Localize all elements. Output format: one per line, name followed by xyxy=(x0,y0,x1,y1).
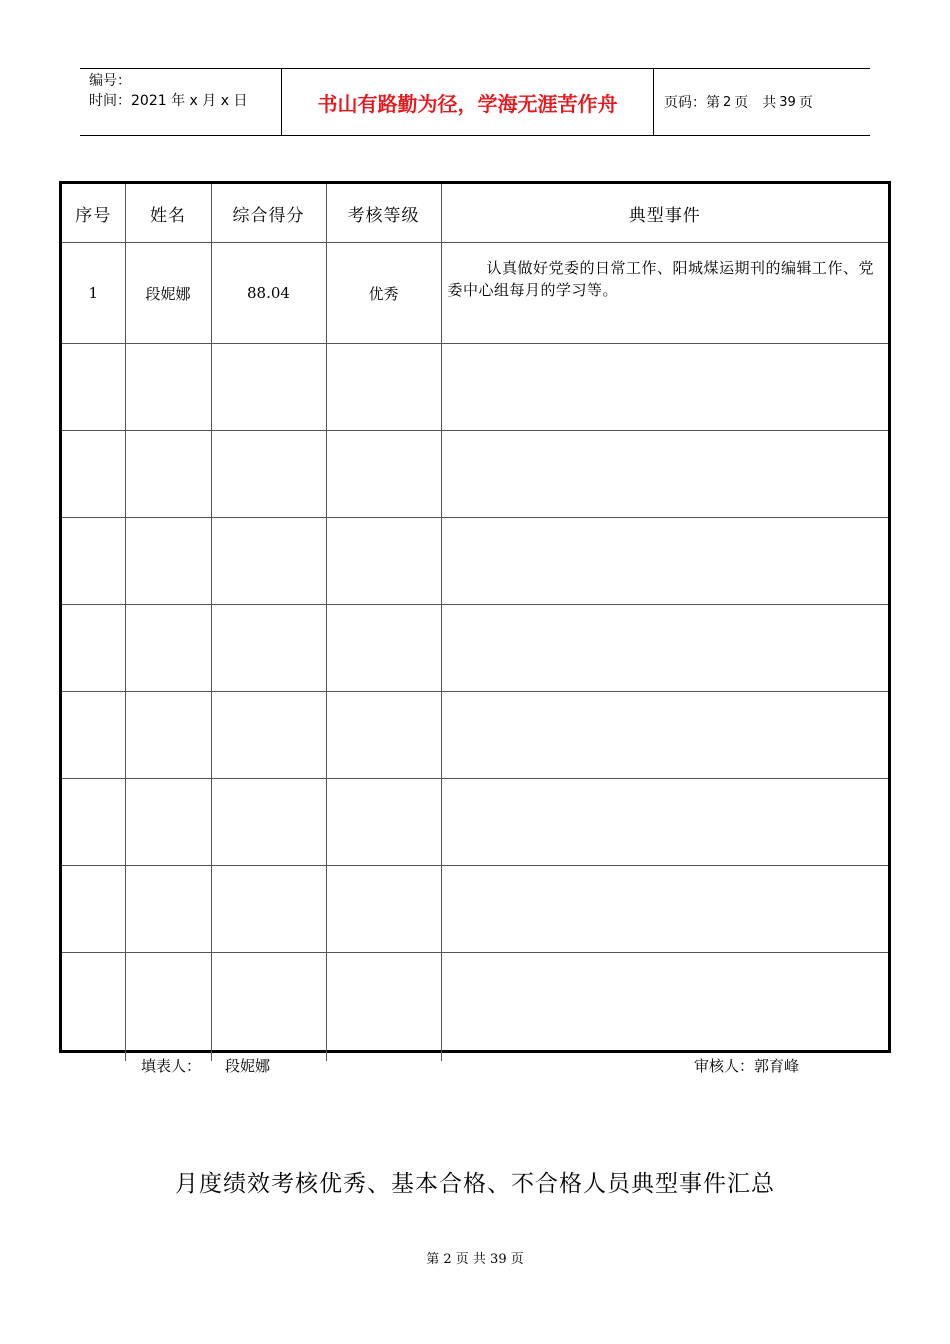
cell-empty xyxy=(326,344,441,431)
cell-empty xyxy=(211,431,326,518)
cell-empty xyxy=(211,692,326,779)
cell-empty xyxy=(326,518,441,605)
col-header-name: 姓名 xyxy=(125,184,211,243)
filler-name: 段妮娜 xyxy=(225,1057,271,1075)
cell-empty xyxy=(62,692,125,779)
cell-empty xyxy=(125,866,211,953)
cell-empty xyxy=(326,605,441,692)
page-label: 页码：第 xyxy=(664,95,720,111)
page-total: 39 xyxy=(779,94,796,110)
cell-score: 88.04 xyxy=(211,243,326,344)
events-table xyxy=(62,184,888,1061)
col-header-event: 典型事件 xyxy=(441,184,888,243)
events-table-frame xyxy=(59,181,891,1053)
cell-empty xyxy=(125,518,211,605)
table-row-empty xyxy=(62,344,888,431)
cell-empty xyxy=(211,866,326,953)
cell-empty xyxy=(211,518,326,605)
cell-empty xyxy=(125,953,211,1062)
time-value: 2021 年 x 月 x 日 xyxy=(131,93,248,109)
cell-empty xyxy=(125,779,211,866)
table-row-empty xyxy=(62,605,888,692)
page-current: 2 xyxy=(723,94,732,110)
table-row-empty xyxy=(62,779,888,866)
table-row-empty xyxy=(62,692,888,779)
cell-empty xyxy=(62,779,125,866)
cell-empty xyxy=(62,344,125,431)
col-header-score: 综合得分 xyxy=(211,184,326,243)
cell-empty xyxy=(62,605,125,692)
cell-empty xyxy=(211,605,326,692)
cell-empty xyxy=(441,344,888,431)
cell-empty xyxy=(326,779,441,866)
cell-empty xyxy=(441,431,888,518)
header-meta xyxy=(80,69,281,135)
cell-empty xyxy=(441,692,888,779)
cell-empty xyxy=(125,692,211,779)
page-end: 页 xyxy=(798,95,813,111)
cell-empty xyxy=(125,431,211,518)
cell-no: 1 xyxy=(62,243,125,344)
cell-empty xyxy=(326,953,441,1062)
page-footer: 第 2 页 共 39 页 xyxy=(426,1252,524,1267)
cell-event xyxy=(441,243,888,344)
cell-grade: 优秀 xyxy=(326,243,441,344)
cell-empty xyxy=(125,344,211,431)
cell-empty xyxy=(441,866,888,953)
cell-empty xyxy=(211,779,326,866)
cell-name: 段妮娜 xyxy=(125,243,211,344)
cell-empty xyxy=(326,692,441,779)
filler-label: 填表人： xyxy=(141,1057,202,1075)
cell-empty xyxy=(62,518,125,605)
cell-empty xyxy=(62,953,125,1062)
table-row-empty xyxy=(62,431,888,518)
reviewer: 审核人：郭育峰 xyxy=(694,1057,800,1075)
header-page-info xyxy=(654,69,870,135)
cell-empty xyxy=(441,605,888,692)
table-header-row xyxy=(62,184,888,243)
table-row xyxy=(62,243,888,344)
cell-empty xyxy=(211,953,326,1062)
cell-empty xyxy=(62,866,125,953)
table-row-empty xyxy=(62,866,888,953)
time-label: 时间： xyxy=(89,93,131,109)
table-row-empty xyxy=(62,518,888,605)
cell-empty xyxy=(125,605,211,692)
header-motto-cell xyxy=(281,69,654,135)
event-text: 认真做好党委的日常工作、阳城煤运期刊的编辑工作、党委中心组每月的学习等。 xyxy=(447,259,875,299)
cell-empty xyxy=(441,779,888,866)
table-row-empty xyxy=(62,953,888,1062)
cell-empty xyxy=(326,866,441,953)
document-title: 月度绩效考核优秀、基本合格、不合格人员典型事件汇总 xyxy=(175,1171,775,1197)
number-label: 编号： xyxy=(89,73,131,89)
col-header-grade: 考核等级 xyxy=(326,184,441,243)
cell-empty xyxy=(62,431,125,518)
col-header-no: 序号 xyxy=(62,184,125,243)
cell-empty xyxy=(326,431,441,518)
cell-empty xyxy=(441,953,888,1062)
motto: 书山有路勤为径，学海无涯苦作舟 xyxy=(317,91,618,116)
page-mid: 页 共 xyxy=(734,95,777,111)
cell-empty xyxy=(211,344,326,431)
page-header xyxy=(80,68,870,136)
cell-empty xyxy=(441,518,888,605)
